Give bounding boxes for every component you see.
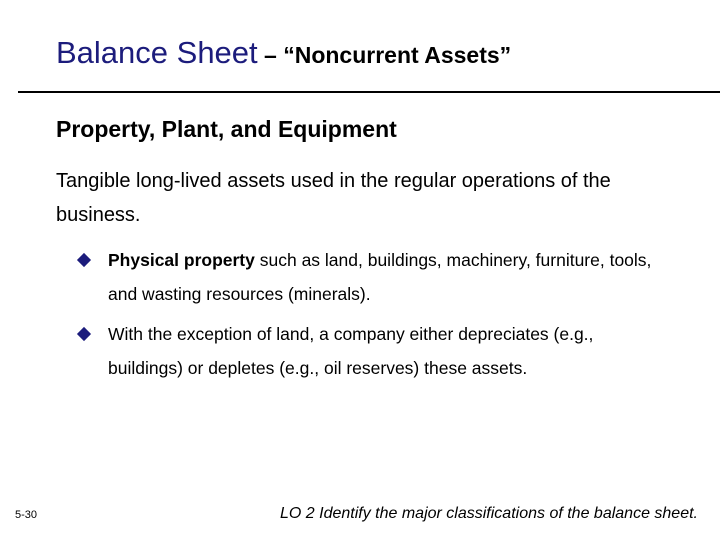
bullet-bold-text: Physical property bbox=[108, 250, 255, 270]
learning-objective-footer: LO 2 Identify the major classifications of the balance sheet. bbox=[279, 505, 698, 522]
bullet-text: such as land, buildings, machinery, furniture, tools, and wasting resources (minerals). bbox=[108, 250, 652, 304]
bullet-list bbox=[78, 243, 658, 391]
diamond-bullet-icon bbox=[77, 253, 91, 267]
section-heading: Property, Plant, and Equipment bbox=[56, 116, 397, 142]
bullet-item bbox=[78, 243, 658, 311]
bullet-text: With the exception of land, a company either depreciates (e.g., buildings) or depletes (e.g., oil reserves) these assets. bbox=[108, 324, 594, 378]
title-sub: – “Noncurrent Assets” bbox=[257, 42, 512, 68]
slide-title bbox=[56, 34, 511, 74]
slide-number: 5-30 bbox=[15, 509, 38, 521]
title-main: Balance Sheet bbox=[56, 35, 258, 70]
diamond-bullet-icon bbox=[77, 327, 91, 341]
title-divider bbox=[18, 91, 720, 93]
bullet-item bbox=[78, 317, 658, 385]
lead-paragraph: Tangible long-lived assets used in the regular operations of the business. bbox=[56, 170, 611, 226]
